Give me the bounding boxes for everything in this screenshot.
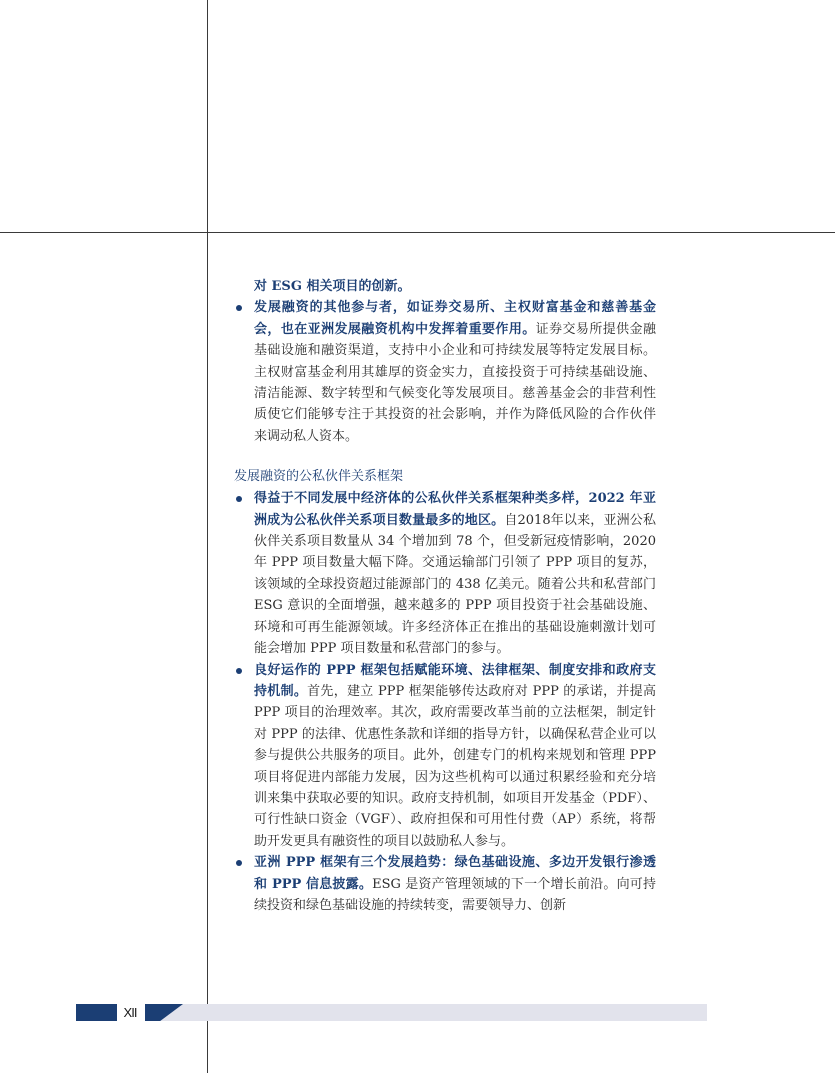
bullet-text: 首先，建立 PPP 框架能够传达政府对 PPP 的承诺，并提高 PPP 项目的治理效率。其次，政府需要改革当前的立法框架，制定针对 PPP 的法律、优惠性条款和详细的指导方针，以确保私营企业可以参与提供公共服务的项目。此外，创建专门的机构来规划和管理 PPP 项目将促进内部能力发展，因为这些机构可以通过积累经验和充分培训来集中获取必要的知识。政府支持机制，如项目开发基金（PDF）、可行性缺口资金（VGF）、政府担保和可用性付费（AP）系统，将帮助开发更具有融资性的项目以鼓励私人参与。 (254, 683, 656, 849)
footer-bar (160, 1004, 707, 1021)
bullet-text: 证券交易所提供金融基础设施和融资渠道，支持中小企业和可持续发展等特定发展目标。主权财富基金利用其雄厚的资金实力，直接投资于可持续基础设施、清洁能源、数字转型和气候变化等发展项目。慈善基金会的非营利性质使它们能够专注于其投资的社会影响，并作为降低风险的合作伙伴来调动私人资本。 (254, 321, 656, 444)
bullet-dot-icon (236, 305, 242, 311)
body-text (232, 276, 656, 916)
bullet-lead: 良好运作的 PPP 框架包括赋能环境、法律框架、制度安排和政府支持机制。 (254, 662, 656, 699)
bullet-text: 自2018年以来，亚洲公私伙伴关系项目数量从 34 个增加到 78 个，但受新冠疫情影响，2020 年 PPP 项目数量大幅下降。交通运输部门引领了 PPP 项目的复苏，该领域的全球投资超过能源部门的 438 亿美元。随着公共和私营部门 ESG 意识的全面增强，越来越多的 PPP 项目投资于社会基础设施、环境和可再生能源领域。许多经济体正在推出的基础设施刺激计划可能会增加 PPP 项目数量和私营部门的参与。 (254, 512, 656, 657)
bullet-lead: 得益于不同发展中经济体的公私伙伴关系框架种类多样，2022 年亚洲成为公私伙伴关系项目数量最多的地区。 (254, 491, 656, 528)
vertical-rule (207, 0, 208, 1073)
bullet-text: ESG 是资产管理领域的下一个增长前沿。向可持续投资和绿色基础设施的持续转变，需要领导力、创新 (254, 876, 656, 913)
page-number: XII (123, 1005, 137, 1020)
bullet-item-ppp-trends (232, 852, 656, 916)
bullet-lead: 亚洲 PPP 框架有三个发展趋势：绿色基础设施、多边开发银行渗透和 PPP 信息披露。 (254, 855, 656, 892)
bullet-item-other-participants (232, 297, 656, 447)
bullet-dot-icon (236, 668, 242, 674)
bullet-item-ppp-diversity (232, 488, 656, 659)
footer-accent-block (76, 1004, 117, 1021)
bullet-dot-icon (236, 496, 242, 502)
horizontal-rule (0, 232, 835, 233)
bullet-item-ppp-framework (232, 660, 656, 853)
intro-line: 对 ESG 相关项目的创新。 (254, 279, 411, 294)
bullet-lead: 发展融资的其他参与者，如证券交易所、主权财富基金和慈善基金会，也在亚洲发展融资机构中发挥着重要作用。 (254, 300, 656, 337)
section-heading: 发展融资的公私伙伴关系框架 (234, 469, 404, 485)
bullet-dot-icon (236, 860, 242, 866)
